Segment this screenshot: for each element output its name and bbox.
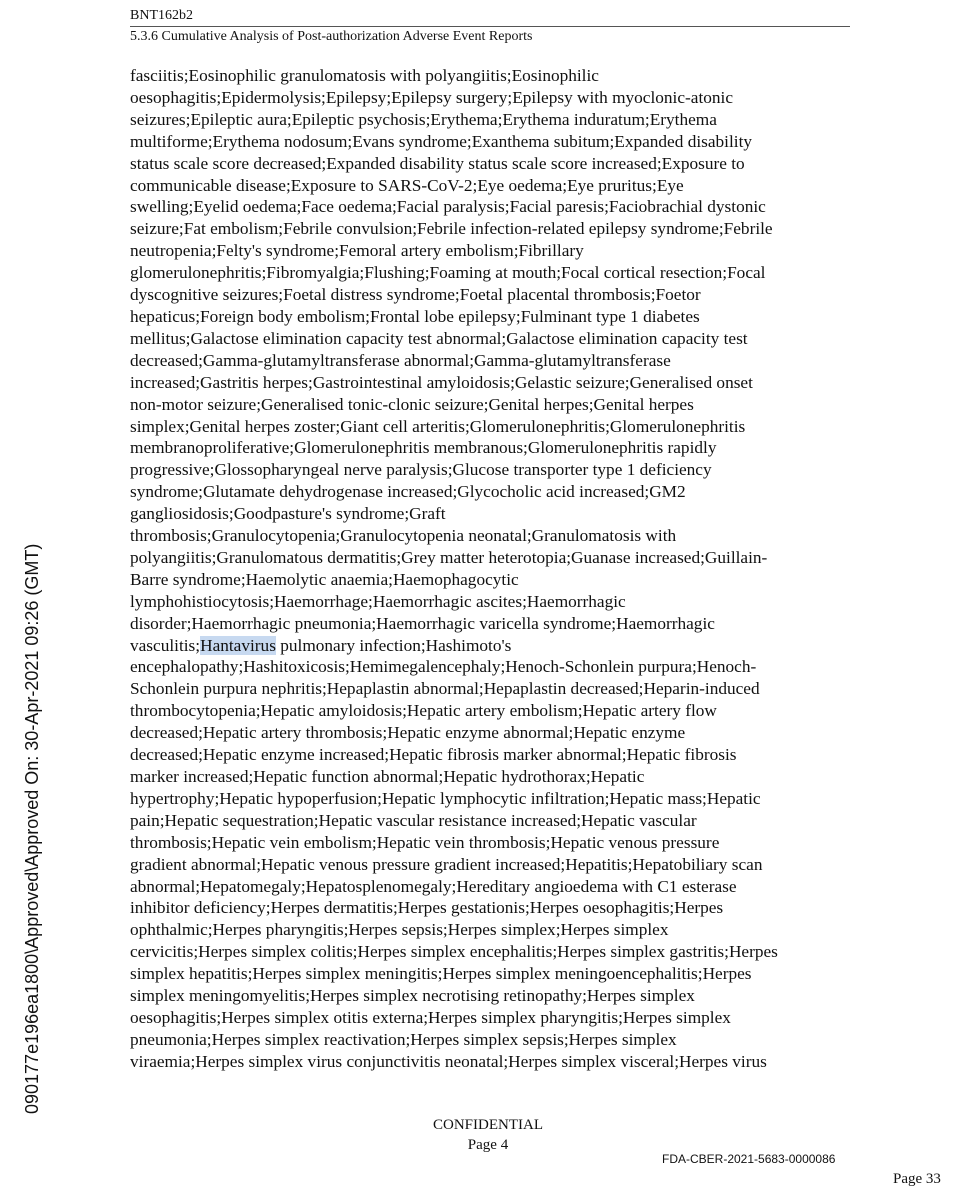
body-line-text: ophthalmic;Herpes pharyngitis;Herpes sepsis;Herpes simplex;Herpes simplex [130, 920, 669, 940]
body-line-text: vasculitis; [130, 635, 201, 655]
body-line [130, 810, 852, 832]
body-line [130, 1029, 852, 1051]
body-line [130, 459, 852, 481]
header-rule [130, 26, 850, 27]
body-line-text: mellitus;Galactose elimination capacity test abnormal;Galactose elimination capacity test [130, 328, 748, 348]
body-line-text: syndrome;Glutamate dehydrogenase increased;Glycocholic acid increased;GM2 [130, 482, 686, 502]
body-line-text: neutropenia;Felty's syndrome;Femoral artery embolism;Fibrillary [130, 241, 584, 261]
highlighted-word: Hantavirus [200, 635, 276, 655]
body-line-text: abnormal;Hepatomegaly;Hepatosplenomegaly;Hereditary angioedema with C1 esterase [130, 876, 737, 896]
body-line [130, 744, 852, 766]
body-line-text: increased;Gastritis herpes;Gastrointestinal amyloidosis;Gelastic seizure;Generalised onset [130, 372, 753, 392]
body-line [130, 876, 852, 898]
body-line [130, 262, 852, 284]
body-line-text: glomerulonephritis;Fibromyalgia;Flushing;Foaming at mouth;Focal cortical resection;Focal [130, 263, 766, 283]
body-line-text: status scale score decreased;Expanded disability status scale score increased;Exposure to [130, 153, 745, 173]
body-line [130, 437, 852, 459]
body-line-text: polyangiitis;Granulomatous dermatitis;Grey matter heterotopia;Guanase increased;Guillain- [130, 547, 768, 567]
body-line-text: progressive;Glossopharyngeal nerve paralysis;Glucose transporter type 1 deficiency [130, 460, 712, 480]
body-line-text: Barre syndrome;Haemolytic anaemia;Haemophagocytic [130, 569, 519, 589]
body-line-text: communicable disease;Exposure to SARS-CoV-2;Eye oedema;Eye pruritus;Eye [130, 175, 684, 195]
body-line-text: disorder;Haemorrhagic pneumonia;Haemorrhagic varicella syndrome;Haemorrhagic [130, 613, 715, 633]
body-line-text: non-motor seizure;Generalised tonic-clonic seizure;Genital herpes;Genital herpes [130, 394, 694, 414]
body-line [130, 87, 852, 109]
body-line [130, 678, 852, 700]
body-line [130, 613, 852, 635]
body-line [130, 656, 852, 678]
body-line [130, 941, 852, 963]
outer-page-number: Page 33 [893, 1171, 941, 1187]
body-line-text: dyscognitive seizures;Foetal distress syndrome;Foetal placental thrombosis;Foetor [130, 285, 701, 305]
body-line [130, 284, 852, 306]
body-line [130, 218, 852, 240]
body-line-text: inhibitor deficiency;Herpes dermatitis;Herpes gestationis;Herpes oesophagitis;Herpes [130, 898, 724, 918]
body-line [130, 700, 852, 722]
body-line-text: lymphohistiocytosis;Haemorrhage;Haemorrhagic ascites;Haemorrhagic [130, 591, 626, 611]
body-line-text: pain;Hepatic sequestration;Hepatic vascular resistance increased;Hepatic vascular [130, 810, 697, 830]
body-line-text: hepaticus;Foreign body embolism;Frontal lobe epilepsy;Fulminant type 1 diabetes [130, 306, 700, 326]
body-line [130, 722, 852, 744]
body-line-text: simplex hepatitis;Herpes simplex meningitis;Herpes simplex meningoencephalitis;Herpes [130, 964, 752, 984]
body-line-text: gradient abnormal;Hepatic venous pressure gradient increased;Hepatitis;Hepatobiliary scan [130, 854, 763, 874]
fda-document-id: FDA-CBER-2021-5683-0000086 [662, 1152, 836, 1166]
body-line-text: thrombocytopenia;Hepatic amyloidosis;Hepatic artery embolism;Hepatic artery flow [130, 701, 717, 721]
body-line [130, 963, 852, 985]
body-line-text: multiforme;Erythema nodosum;Evans syndrome;Exanthema subitum;Expanded disability [130, 131, 753, 151]
body-line [130, 919, 852, 941]
body-line-text: oesophagitis;Herpes simplex otitis externa;Herpes simplex pharyngitis;Herpes simplex [130, 1007, 731, 1027]
body-line [130, 481, 852, 503]
body-line-text: pneumonia;Herpes simplex reactivation;Herpes simplex sepsis;Herpes simplex [130, 1029, 677, 1049]
body-line-text-after-highlight: pulmonary infection;Hashimoto's [275, 635, 512, 655]
body-line-text: seizures;Epileptic aura;Epileptic psychosis;Erythema;Erythema induratum;Erythema [130, 109, 717, 129]
body-line [130, 591, 852, 613]
body-line [130, 175, 852, 197]
body-line [130, 131, 852, 153]
body-line [130, 306, 852, 328]
body-line-text: decreased;Gamma-glutamyltransferase abnormal;Gamma-glutamyltransferase [130, 350, 671, 370]
body-line-text: decreased;Hepatic enzyme increased;Hepatic fibrosis marker abnormal;Hepatic fibrosis [130, 745, 737, 765]
body-line-text: swelling;Eyelid oedema;Face oedema;Facial paralysis;Facial paresis;Faciobrachial dystonic [130, 197, 766, 217]
body-line [130, 153, 852, 175]
body-line-text: gangliosidosis;Goodpasture's syndrome;Graft [130, 504, 446, 524]
body-line [130, 328, 852, 350]
body-line [130, 897, 852, 919]
body-line-text: encephalopathy;Hashitoxicosis;Hemimegalencephaly;Henoch-Schonlein purpura;Henoch- [130, 657, 757, 677]
body-line [130, 547, 852, 569]
body-line-text: Schonlein purpura nephritis;Hepaplastin abnormal;Hepaplastin decreased;Heparin-induced [130, 679, 760, 699]
body-line-text: viraemia;Herpes simplex virus conjunctivitis neonatal;Herpes simplex visceral;Herpes virus [130, 1051, 767, 1071]
body-line [130, 832, 852, 854]
body-line [130, 525, 852, 547]
body-line-text: seizure;Fat embolism;Febrile convulsion;Febrile infection-related epilepsy syndrome;Febrile [130, 219, 773, 239]
body-line-text: decreased;Hepatic artery thrombosis;Hepatic enzyme abnormal;Hepatic enzyme [130, 723, 686, 743]
body-line [130, 503, 852, 525]
body-line [130, 65, 852, 87]
body-line-text: oesophagitis;Epidermolysis;Epilepsy;Epilepsy surgery;Epilepsy with myoclonic-atonic [130, 87, 733, 107]
body-line [130, 109, 852, 131]
body-line-text: marker increased;Hepatic function abnormal;Hepatic hydrothorax;Hepatic [130, 767, 645, 786]
page-number: Page 4 [467, 1137, 509, 1153]
body-line [130, 1051, 852, 1073]
body-line [130, 350, 852, 372]
body-line-text: membranoproliferative;Glomerulonephritis membranous;Glomerulonephritis rapidly [130, 438, 717, 458]
body-line [130, 372, 852, 394]
body-line-text: thrombosis;Hepatic vein embolism;Hepatic vein thrombosis;Hepatic venous pressure [130, 832, 720, 852]
body-line-text: simplex;Genital herpes zoster;Giant cell arteritis;Glomerulonephritis;Glomerulonephritis [130, 416, 746, 436]
body-line [130, 854, 852, 876]
body-line [130, 394, 852, 416]
body-line-text: cervicitis;Herpes simplex colitis;Herpes simplex encephalitis;Herpes simplex gastritis;Herpes [130, 942, 778, 962]
header-section-title: 5.3.6 Cumulative Analysis of Post-authorization Adverse Event Reports [130, 29, 533, 44]
approval-margin-stamp: 090177e196ea1800\Approved\Approved On: 30-Apr-2021 09:26 (GMT) [22, 543, 42, 1114]
body-line [130, 416, 852, 438]
body-line-text: simplex meningomyelitis;Herpes simplex necrotising retinopathy;Herpes simplex [130, 986, 695, 1006]
body-line-text: fasciitis;Eosinophilic granulomatosis with polyangiitis;Eosinophilic [130, 66, 599, 85]
body-line [130, 766, 852, 788]
document-body [130, 65, 852, 1073]
header-doc-id: BNT162b2 [130, 8, 193, 23]
body-line [130, 1007, 852, 1029]
confidential-label: CONFIDENTIAL [433, 1117, 543, 1133]
body-line [130, 635, 852, 657]
body-line-text: thrombosis;Granulocytopenia;Granulocytopenia neonatal;Granulomatosis with [130, 526, 677, 546]
body-line-text: hypertrophy;Hepatic hypoperfusion;Hepatic lymphocytic infiltration;Hepatic mass;Hepatic [130, 788, 761, 808]
body-line [130, 240, 852, 262]
body-line [130, 569, 852, 591]
body-line [130, 985, 852, 1007]
body-line [130, 196, 852, 218]
body-line [130, 788, 852, 810]
